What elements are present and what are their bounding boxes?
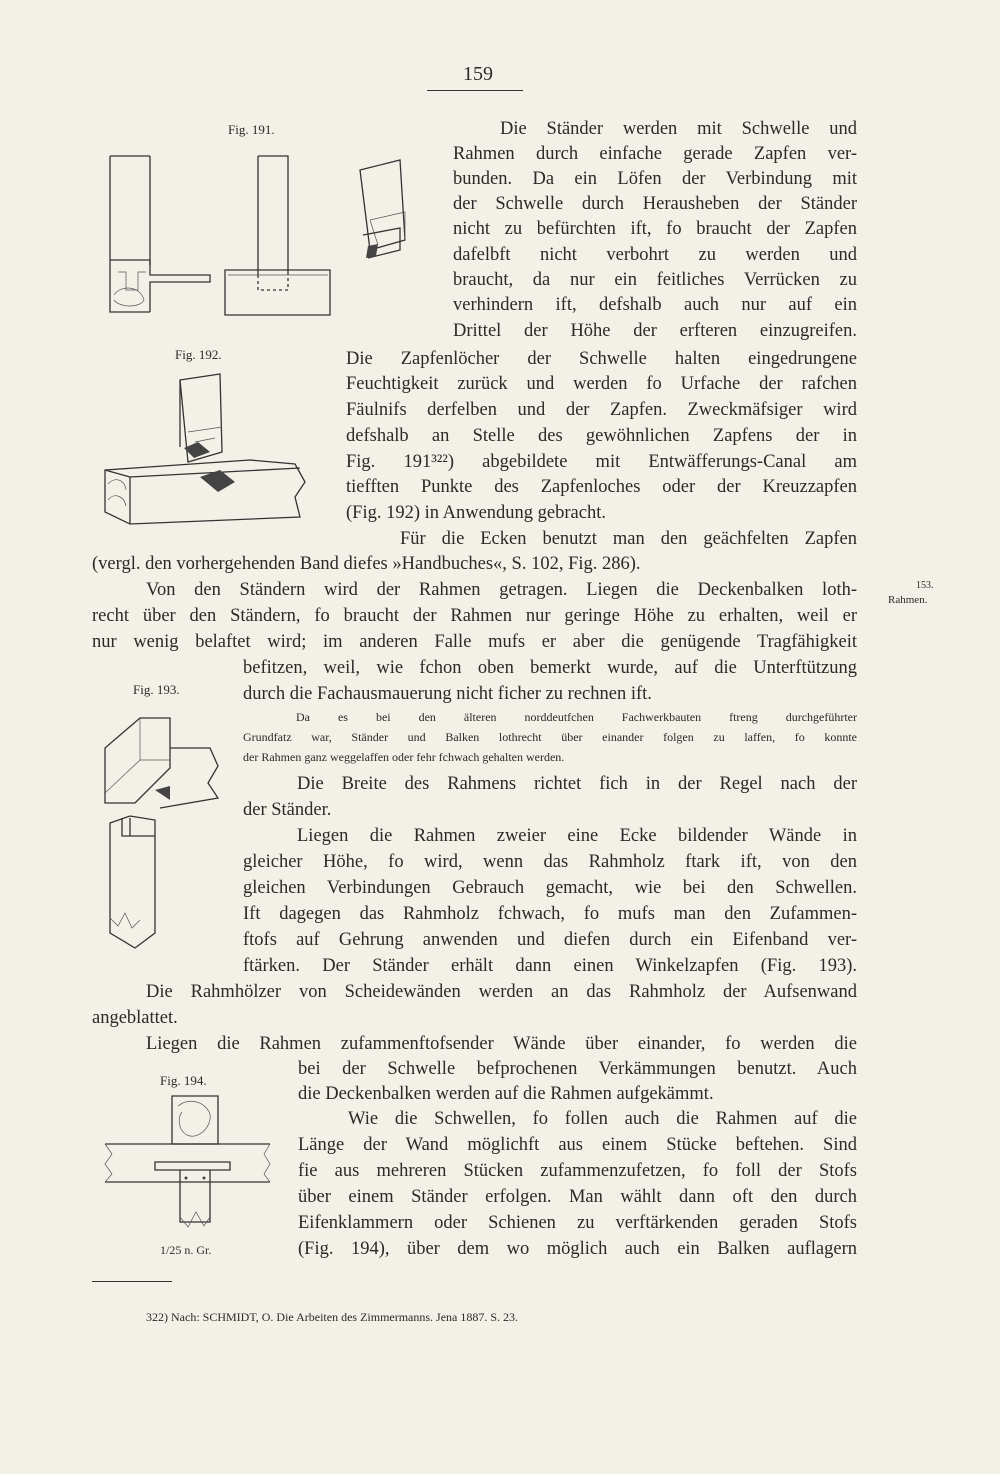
text-line: recht über den Ständern, fo braucht der Rahmen nur geringe Höhe zu erhalten, weil er: [92, 606, 857, 626]
text-line: (Fig. 194), über dem wo möglich auch ein Balken auflagern: [298, 1239, 857, 1259]
text-line: Länge der Wand möglichft aus einem Stücke beftehen. Sind: [298, 1135, 857, 1155]
text-line: gleicher Höhe, fo wird, wenn das Rahmholz ftark ift, von den: [243, 852, 857, 872]
text-line: Die Ständer werden mit Schwelle und: [500, 119, 857, 139]
fig-194-scale: 1/25 n. Gr.: [160, 1243, 212, 1257]
small-text-line: Grundfatz war, Ständer und Balken lothrecht über einander folgen zu laffen, fo konnte: [243, 730, 857, 744]
text-line: bei der Schwelle befprochenen Verkämmungen benutzt. Auch: [298, 1059, 857, 1079]
margin-note-number: 153.: [916, 580, 934, 591]
text-line: Die Rahmhölzer von Scheidewänden werden an das Rahmholz der Aufsenwand: [146, 982, 857, 1002]
text-line: befitzen, weil, wie fchon oben bemerkt wurde, auf die Unterftützung: [243, 658, 857, 678]
fig-191-drawing: [100, 150, 420, 330]
text-line: Liegen die Rahmen zufammenftofsender Wände über einander, fo werden die: [146, 1034, 857, 1054]
fig-192-caption: Fig. 192.: [175, 347, 222, 362]
text-line: ftärken. Der Ständer erhält dann einen Winkelzapfen (Fig. 193).: [243, 956, 857, 976]
text-line: Rahmen durch einfache gerade Zapfen ver-: [453, 144, 857, 164]
text-line: braucht, da nur ein feitliches Verrücken zu: [453, 270, 857, 290]
text-line: Die Zapfenlöcher der Schwelle halten eingedrungene: [346, 349, 857, 369]
footnote-rule: [92, 1281, 172, 1282]
text-line: Feuchtigkeit zurück und werden fo Urfache der rafchen: [346, 374, 857, 394]
text-line: die Deckenbalken werden auf die Rahmen aufgekämmt.: [298, 1084, 714, 1104]
text-line: tiefften Punkte des Zapfenloches oder der Kreuzzapfen: [346, 477, 857, 497]
fig-193-caption: Fig. 193.: [133, 682, 180, 697]
fig-191-caption: Fig. 191.: [228, 122, 275, 137]
text-line: Von den Ständern wird der Rahmen getragen. Liegen die Deckenbalken loth-: [146, 580, 857, 600]
small-text-line: der Rahmen ganz weggelaffen oder fehr fchwach gehalten werden.: [243, 750, 565, 764]
text-line: fie aus mehreren Stücken zufammenzufetzen, fo foll der Stofs: [298, 1161, 857, 1181]
page-number-rule: [427, 90, 523, 91]
text-line: Ift dagegen das Rahmholz fchwach, fo mufs man den Zufammen-: [243, 904, 857, 924]
text-line: durch die Fachausmauerung nicht ficher zu rechnen ift.: [243, 684, 652, 704]
text-line: Wie die Schwellen, fo follen auch die Rahmen auf die: [348, 1109, 857, 1129]
fig-192-drawing: [100, 372, 330, 537]
margin-note-label: Rahmen.: [888, 594, 928, 606]
text-line: defshalb an Stelle des gewöhnlichen Zapfens der in: [346, 426, 857, 446]
page-number: 159: [463, 63, 493, 85]
text-line: nicht zu befürchten ift, fo braucht der Zapfen: [453, 219, 857, 239]
text-line: angeblattet.: [92, 1008, 178, 1028]
text-line: Liegen die Rahmen zweier eine Ecke bildender Wände in: [297, 826, 857, 846]
text-line: über einem Ständer erfolgen. Man wählt dann oft den durch: [298, 1187, 857, 1207]
text-line: Eifenklammern oder Schienen zu verftärkenden geraden Stofs: [298, 1213, 857, 1233]
fig-194-drawing: [100, 1092, 280, 1242]
text-line: gleichen Verbindungen Gebrauch gemacht, wie bei den Schwellen.: [243, 878, 857, 898]
text-line: (Fig. 192) in Anwendung gebracht.: [346, 503, 606, 523]
small-text-line: Da es bei den älteren norddeutfchen Fachwerkbauten ftreng durchgeführter: [296, 710, 857, 724]
text-line: bunden. Da ein Löfen der Verbindung mit: [453, 169, 857, 189]
text-line: (vergl. den vorhergehenden Band diefes »Handbuches«, S. 102, Fig. 286).: [92, 554, 641, 574]
text-line: verhindern ift, defshalb auch nur auf ein: [453, 295, 857, 315]
text-line: Für die Ecken benutzt man den geächfelten Zapfen: [400, 529, 857, 549]
text-line: ftofs auf Gehrung anwenden und diefen durch ein Eifenband ver-: [243, 930, 857, 950]
fig-193-drawing: [100, 708, 250, 958]
text-line: Die Breite des Rahmens richtet fich in der Regel nach der: [297, 774, 857, 794]
text-line: der Ständer.: [243, 800, 332, 820]
text-line: Fäulnifs derfelben und der Zapfen. Zweckmäfsiger wird: [346, 400, 857, 420]
fig-194-caption: Fig. 194.: [160, 1073, 207, 1088]
text-line: nur wenig belaftet wird; im anderen Falle mufs er aber die genügende Tragfähigkeit: [92, 632, 857, 652]
text-line: Fig. 191³²²) abgebildete mit Entwäfferungs-Canal am: [346, 452, 857, 472]
text-line: Drittel der Höhe der erfteren einzugreifen.: [453, 321, 857, 341]
text-line: dafelbft nicht verbohrt zu werden und: [453, 245, 857, 265]
text-line: der Schwelle durch Herausheben der Ständer: [453, 194, 857, 214]
footnote: 322) Nach: SCHMIDT, O. Die Arbeiten des Zimmermanns. Jena 1887. S. 23.: [146, 1310, 519, 1324]
